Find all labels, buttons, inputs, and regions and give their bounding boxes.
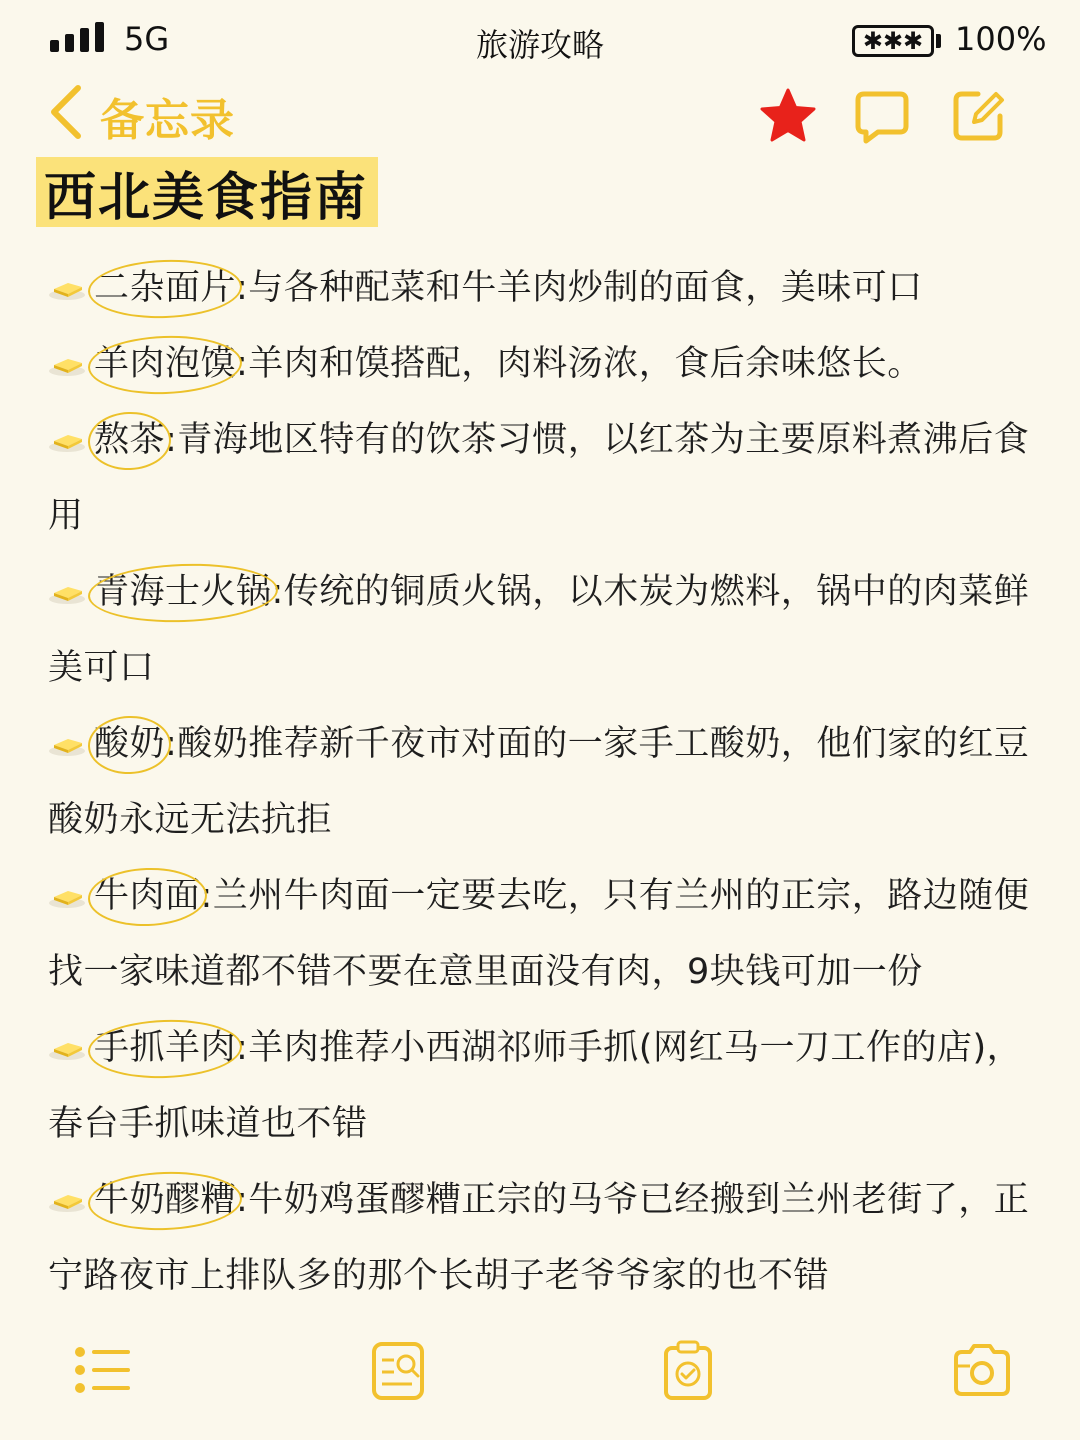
camera-icon[interactable] <box>950 1338 1014 1402</box>
back-chevron-icon[interactable] <box>44 80 90 144</box>
entry-description: :牛奶鸡蛋醪糟正宗的马爷已经搬到兰州老街了，正宁路夜市上排队多的那个长胡子老爷爷家的也不错 <box>48 1180 1030 1296</box>
comment-icon[interactable] <box>852 86 912 146</box>
entry-description: :酸奶推荐新千夜市对面的一家手工酸奶，他们家的红豆酸奶永远无法抗拒 <box>48 724 1030 840</box>
checklist-icon[interactable] <box>68 1338 132 1402</box>
network-type: 5G <box>124 20 170 58</box>
entry-description: :兰州牛肉面一定要去吃，只有兰州的正宗，路边随便找一家味道都不错不要在意里面没有肉，9块钱可加一份 <box>48 876 1030 992</box>
note-body[interactable] <box>48 250 1038 1314</box>
butter-icon <box>48 577 86 605</box>
list-item <box>48 1010 1038 1162</box>
list-item <box>48 554 1038 706</box>
list-item <box>48 250 1038 326</box>
list-item <box>48 326 1038 402</box>
butter-icon <box>48 881 86 909</box>
entry-description: :羊肉推荐小西湖祁师手抓(网红马一刀工作的店)，春台手抓味道也不错 <box>48 1028 1023 1144</box>
battery-tip <box>936 34 941 48</box>
butter-icon <box>48 425 86 453</box>
edit-icon[interactable] <box>948 86 1008 146</box>
butter-icon <box>48 349 86 377</box>
entry-description: :羊肉和馍搭配，肉料汤浓，食后余味悠长。 <box>236 344 923 384</box>
list-item <box>48 858 1038 1010</box>
status-title: 旅游攻略 <box>475 26 604 64</box>
list-item <box>48 402 1038 554</box>
battery-percent: 100% <box>955 20 1047 58</box>
entry-description: :传统的铜质火锅，以木炭为燃料，锅中的肉菜鲜美可口 <box>48 572 1030 688</box>
clipboard-check-icon[interactable] <box>656 1338 720 1402</box>
nav-bar <box>0 80 1080 150</box>
butter-icon <box>48 1033 86 1061</box>
highlighted-keyword: 牛肉面 <box>94 876 201 916</box>
highlighted-keyword: 青海士火锅 <box>94 572 272 612</box>
scan-document-icon[interactable] <box>366 1338 430 1402</box>
page-title: 西北美食指南 <box>44 167 369 228</box>
butter-icon <box>48 273 86 301</box>
status-bar <box>0 0 1080 80</box>
entry-description: :青海地区特有的饮茶习惯，以红茶为主要原料煮沸后食用 <box>48 420 1030 536</box>
list-item <box>48 1162 1038 1314</box>
highlighted-keyword: 羊肉泡馍 <box>94 344 237 384</box>
butter-icon <box>48 1185 86 1213</box>
highlighted-keyword: 酸奶 <box>94 724 166 764</box>
bottom-toolbar <box>0 1320 1080 1430</box>
page-title-highlight <box>36 157 378 227</box>
star-icon[interactable] <box>758 86 818 146</box>
entry-description: :与各种配菜和牛羊肉炒制的面食，美味可口 <box>236 268 923 308</box>
highlighted-keyword: 牛奶醪糟 <box>94 1180 237 1220</box>
butter-icon <box>48 729 86 757</box>
back-button-label[interactable]: 备忘录 <box>100 95 235 146</box>
highlighted-keyword: 手抓羊肉 <box>94 1028 237 1068</box>
highlighted-keyword: 二杂面片 <box>94 268 237 308</box>
list-item <box>48 706 1038 858</box>
highlighted-keyword: 熬茶 <box>94 420 166 460</box>
battery-icon: ✱✱✱ <box>852 25 934 57</box>
